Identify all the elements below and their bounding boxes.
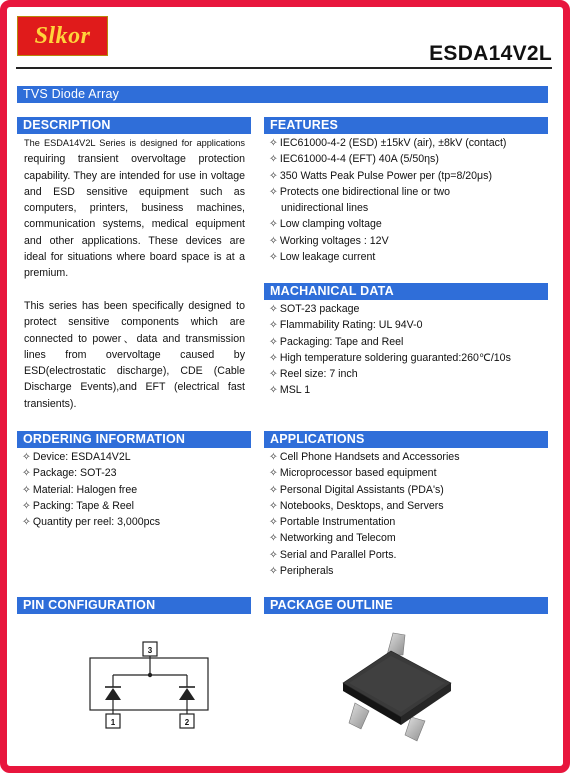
bullet-icon: ✧ — [269, 137, 278, 149]
bullet-icon: ✧ — [269, 532, 278, 545]
mechanical-header: MACHANICAL DATA — [264, 283, 548, 300]
left-diode-icon — [105, 688, 121, 700]
logo-text: Slkor — [34, 23, 91, 49]
bullet-icon: ✧ — [269, 499, 278, 512]
pin-config-header: PIN CONFIGURATION — [17, 597, 251, 614]
list-item: ✧ Device: ESDA14V2L — [22, 451, 131, 463]
header-rule — [16, 67, 552, 69]
bullet-icon: ✧ — [269, 169, 278, 182]
package-outline-header: PACKAGE OUTLINE — [264, 597, 548, 614]
list-item: ✧ High temperature soldering guaranted:260℃/10s — [269, 351, 511, 364]
list-item: ✧ Quantity per reel: 3,000pcs — [22, 516, 161, 529]
features-header: FEATURES — [264, 117, 548, 134]
bullet-icon: ✧ — [269, 548, 278, 561]
list-item: ✧ Personal Digital Assistants (PDA's) — [269, 483, 444, 496]
bullet-icon: ✧ — [269, 516, 278, 529]
description-body: requiring transient overvoltage protection capability. They are intended for use in voltage and ESD sensitive equipment such as computers, printers, business machines, communication systems, medical equipment and other applications. These devices are ideal for situations where board space is at a premium. — [24, 153, 245, 280]
list-item: ✧ Package: SOT-23 — [22, 467, 117, 480]
list-item: ✧ Packaging: Tape and Reel — [269, 335, 404, 348]
bullet-icon: ✧ — [269, 218, 278, 231]
pin-1-label: 1 — [110, 718, 116, 727]
bullet-icon: ✧ — [269, 185, 278, 198]
bullet-icon: ✧ — [269, 565, 278, 578]
ordering-header: ORDERING INFORMATION — [17, 431, 251, 448]
list-item: ✧ SOT-23 package — [269, 303, 360, 315]
list-item: ✧ Serial and Parallel Ports. — [269, 548, 397, 561]
list-item: ✧ Reel size: 7 inch — [269, 368, 358, 381]
list-item: ✧ Portable Instrumentation — [269, 516, 396, 529]
bullet-icon: ✧ — [22, 467, 31, 480]
list-item: ✧ Cell Phone Handsets and Accessories — [269, 451, 460, 463]
bullet-icon: ✧ — [22, 483, 31, 496]
applications-list — [269, 449, 460, 579]
bullet-icon: ✧ — [22, 516, 31, 529]
list-item: ✧ Notebooks, Desktops, and Servers — [269, 499, 444, 512]
bullet-icon: ✧ — [269, 368, 278, 381]
bullet-icon: ✧ — [269, 234, 278, 247]
bullet-icon: ✧ — [269, 451, 278, 463]
list-item: ✧ 350 Watts Peak Pulse Power per (tp=8/20μs) — [269, 169, 492, 182]
description-lead: The ESDA14V2L Series is designed for applications — [24, 138, 245, 148]
part-number: ESDA14V2L — [429, 42, 552, 65]
bullet-icon: ✧ — [22, 451, 31, 463]
bullet-icon: ✧ — [269, 303, 278, 315]
list-item: ✧ Low leakage current — [269, 251, 376, 264]
pin-configuration-diagram — [80, 638, 220, 730]
list-item: ✧ Low clamping voltage — [269, 218, 382, 231]
package-body-outline — [90, 658, 208, 710]
bullet-icon: ✧ — [269, 467, 278, 480]
bullet-icon: ✧ — [269, 251, 278, 264]
list-item: ✧ Material: Halogen free — [22, 483, 138, 496]
list-item: ✧ Flammability Rating: UL 94V-0 — [269, 319, 423, 332]
list-item: unidirectional lines — [281, 202, 369, 215]
list-item: ✧ IEC61000-4-2 (ESD) ±15kV (air), ±8kV (contact) — [269, 137, 507, 149]
description-paragraph-1 — [24, 135, 245, 282]
pin-3-label: 3 — [147, 646, 153, 655]
lead-bottom-left — [349, 703, 369, 729]
bullet-icon: ✧ — [269, 335, 278, 348]
features-list — [269, 135, 506, 265]
bullet-icon: ✧ — [269, 483, 278, 496]
list-item: ✧ MSL 1 — [269, 384, 311, 397]
bullet-icon: ✧ — [269, 153, 278, 166]
mechanical-list — [269, 301, 511, 399]
sot23-package-image — [325, 625, 475, 750]
bullet-icon: ✧ — [22, 499, 31, 512]
list-item: ✧ Packing: Tape & Reel — [22, 499, 134, 512]
slkor-logo — [17, 16, 108, 56]
list-item: ✧ IEC61000-4-4 (EFT) 40A (5/50ηs) — [269, 153, 439, 166]
description-header: DESCRIPTION — [17, 117, 251, 134]
bullet-icon: ✧ — [269, 384, 278, 397]
subtitle-bar: TVS Diode Array — [17, 86, 548, 103]
pin-2-label: 2 — [184, 718, 190, 727]
list-item: ✧ Networking and Telecom — [269, 532, 396, 545]
list-item: ✧ Peripherals — [269, 565, 334, 578]
bullet-icon: ✧ — [269, 319, 278, 332]
applications-header: APPLICATIONS — [264, 431, 548, 448]
bullet-icon: ✧ — [269, 351, 278, 364]
list-item: ✧ Protects one bidirectional line or two — [269, 185, 451, 198]
description-paragraph-2: This series has been specifically designed to protect sensitive components which are connected to power、data and transmission lines from overvoltage caused by ESD(electrostatic discharge), CDE (Cable Discharge Events),and EFT (electrical fast transients). — [24, 300, 245, 410]
list-item: ✧ Working voltages : 12V — [269, 234, 389, 247]
list-item: ✧ Microprocessor based equipment — [269, 467, 437, 480]
lead-bottom-right — [405, 717, 425, 741]
right-diode-icon — [179, 688, 195, 700]
ordering-list — [22, 449, 160, 530]
